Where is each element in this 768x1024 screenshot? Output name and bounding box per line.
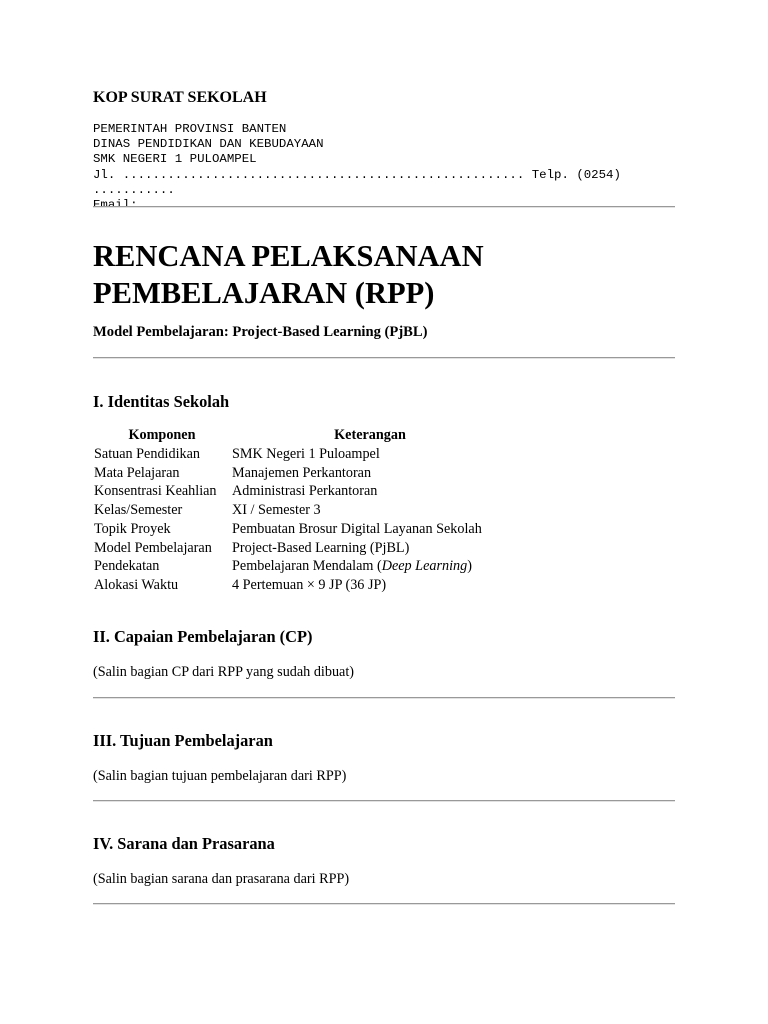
table-row (93, 539, 509, 558)
divider (93, 206, 675, 208)
table-header-komponen: Komponen (128, 427, 196, 443)
table-row (93, 520, 509, 539)
divider (93, 697, 675, 699)
table-cell-keterangan: Pembuatan Brosur Digital Layanan Sekolah (232, 520, 482, 537)
table-cell-komponen: Pendekatan (94, 558, 160, 575)
table-row (93, 445, 509, 464)
table-cell-komponen: Model Pembelajaran (94, 539, 212, 556)
identity-table (93, 426, 509, 595)
table-cell-keterangan: Administrasi Perkantoran (232, 483, 378, 500)
section-title-capaian: II. Capaian Pembelajaran (CP) (93, 627, 313, 646)
table-row (93, 482, 509, 501)
cell-text: Pembelajaran Mendalam ( (232, 558, 382, 575)
table-cell-komponen: Alokasi Waktu (94, 576, 179, 593)
table-header-row (93, 426, 509, 445)
divider (93, 800, 675, 802)
letterhead-block (93, 122, 675, 213)
document-subtitle: Model Pembelajaran: Project-Based Learning (PjBL) (93, 324, 428, 340)
table-row (93, 464, 509, 483)
table-cell-keterangan: XI / Semester 3 (232, 502, 321, 519)
table-cell-keterangan (231, 557, 509, 576)
table-cell-komponen: Kelas/Semester (94, 502, 183, 519)
section-note-sarana: (Salin bagian sarana dan prasarana dari RPP) (93, 871, 350, 887)
letterhead-line-address: Jl. ...................................................... Telp. (0254) ........... (93, 167, 629, 197)
letterhead-line-province: PEMERINTAH PROVINSI BANTEN (93, 122, 287, 136)
section-note-tujuan: (Salin bagian tujuan pembelajaran dari RPP) (93, 768, 347, 784)
cell-text-italic: Deep Learning (381, 558, 468, 575)
divider (93, 903, 675, 905)
table-cell-komponen: Mata Pelajaran (94, 464, 180, 481)
letterhead-line-email: Email: ..................................................... (93, 198, 540, 213)
section-title-identitas: I. Identitas Sekolah (93, 392, 230, 411)
table-cell-keterangan: Manajemen Perkantoran (232, 464, 372, 481)
section-title-sarana: IV. Sarana dan Prasarana (93, 834, 275, 853)
table-cell-komponen: Satuan Pendidikan (94, 446, 200, 462)
section-note-capaian: (Salin bagian CP dari RPP yang sudah dibuat) (93, 664, 354, 680)
table-row (93, 501, 509, 520)
table-cell-keterangan: 4 Pertemuan × 9 JP (36 JP) (232, 576, 387, 593)
table-row (93, 576, 509, 595)
cell-text: ) (467, 558, 472, 575)
document-title: RENCANA PELAKSANAAN PEMBELAJARAN (RPP) (93, 239, 484, 310)
letterhead-line-school: SMK NEGERI 1 PULOAMPEL (93, 152, 257, 167)
table-cell-keterangan: Project-Based Learning (PjBL) (232, 539, 410, 556)
divider (93, 357, 675, 359)
table-cell-keterangan: SMK Negeri 1 Puloampel (232, 446, 380, 462)
letterhead-line-office: DINAS PENDIDIKAN DAN KEBUDAYAAN (93, 137, 324, 152)
table-cell-komponen: Topik Proyek (94, 520, 171, 537)
table-row (93, 557, 509, 576)
section-title-tujuan: III. Tujuan Pembelajaran (93, 731, 273, 750)
table-header-keterangan: Keterangan (334, 427, 406, 443)
table-cell-komponen: Konsentrasi Keahlian (94, 483, 217, 500)
letterhead-title: KOP SURAT SEKOLAH (93, 89, 267, 106)
